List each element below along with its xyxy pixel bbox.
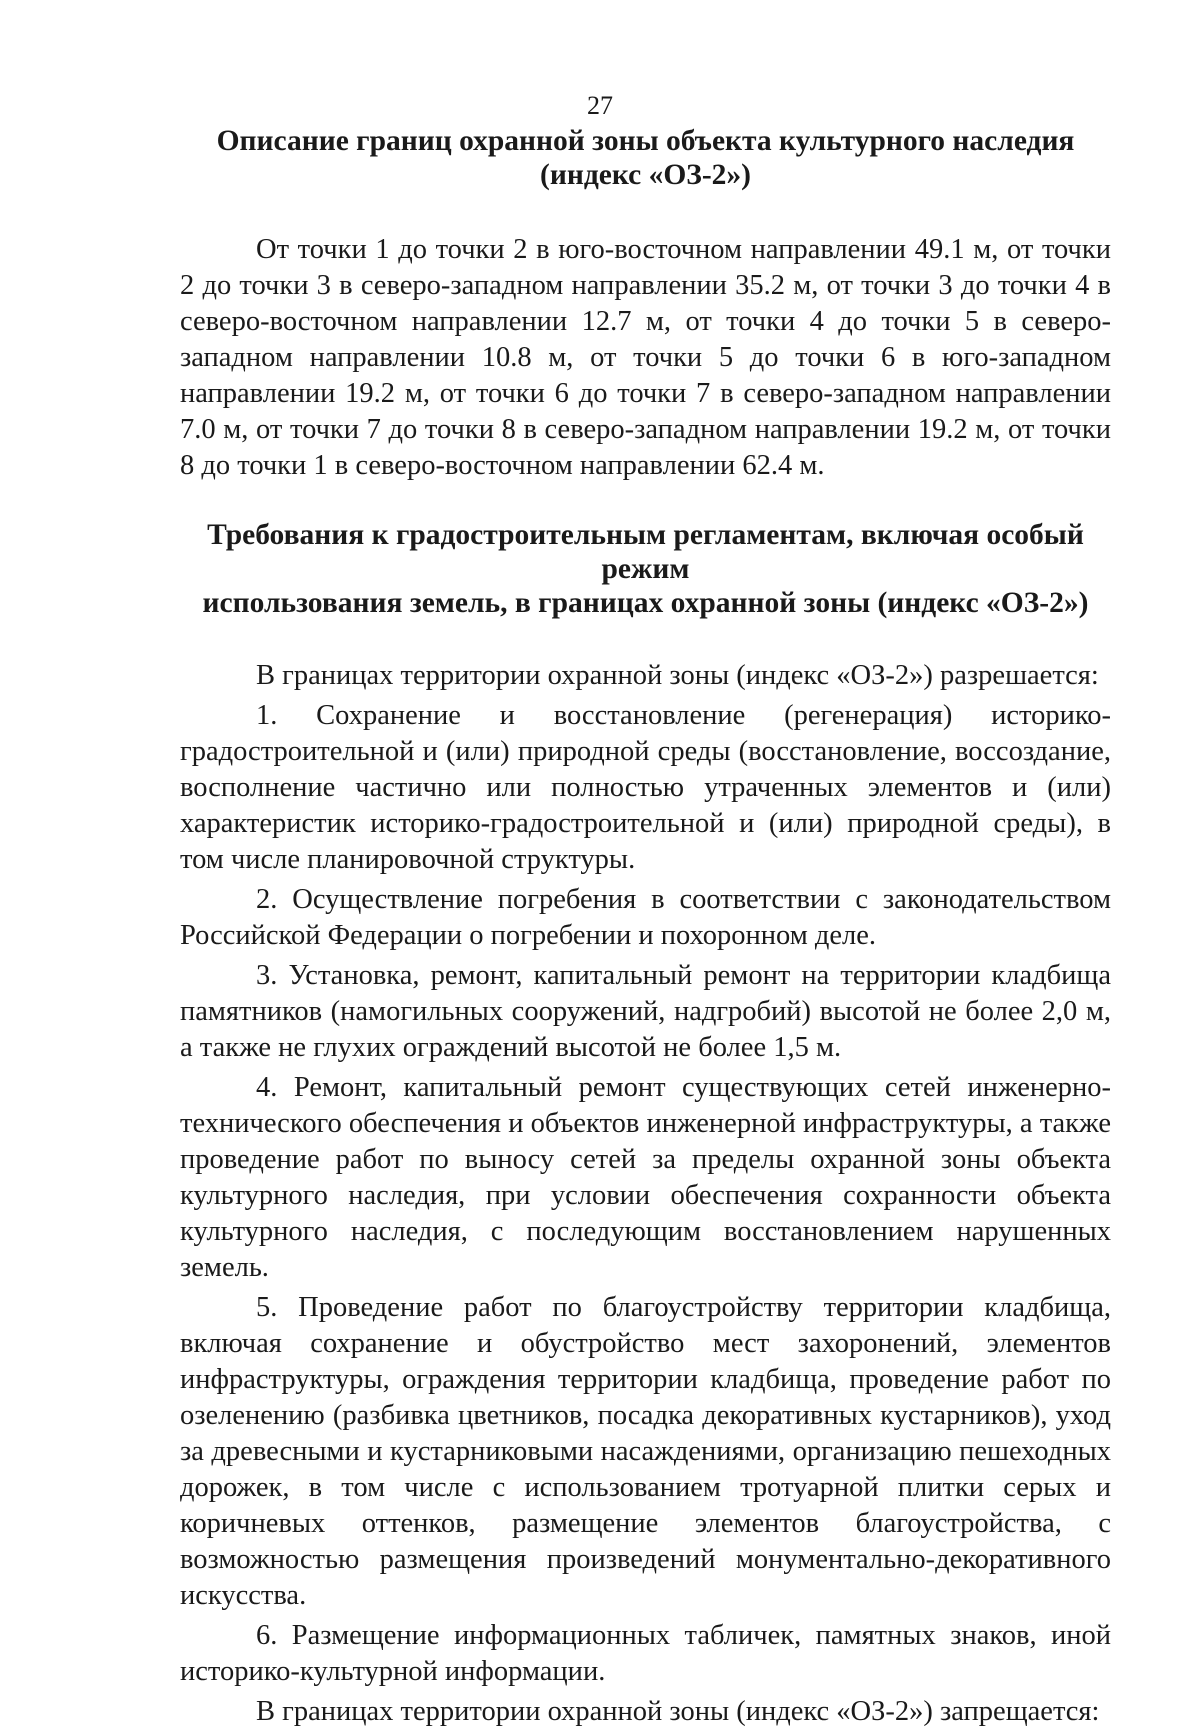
page-number: 27	[587, 91, 613, 120]
list-item: 3. Установка, ремонт, капитальный ремонт на территории кладбища памятников (намогильных сооружений, надгробий) высотой не более 2,0 м, а также не глухих ограждений высотой не более 1,5 м.	[180, 960, 1111, 1063]
document-body	[180, 124, 1111, 1734]
list-item: 6. Размещение информационных табличек, памятных знаков, иной историко-культурной информации.	[180, 1620, 1111, 1687]
list-item: 5. Проведение работ по благоустройству территории кладбища, включая сохранение и обустройство мест захоронений, элементов инфраструктуры, ограждения территории кладбища, проведение работ по озеленению (разбивка цветников, посадка декоративных кустарников), уход за древесными и кустарниковыми насаждениями, организацию пешеходных дорожек, в том числе с использованием тротуарной плитки серых и коричневых оттенков, размещение элементов благоустройства, с возможностью размещения произведений монументально-декоративного искусства.	[180, 1292, 1111, 1611]
section-title-line: Требования к градостроительным регламентам, включая особый режим	[207, 519, 1084, 585]
list-item: 4. Ремонт, капитальный ремонт существующих сетей инженерно-технического обеспечения и объектов инженерной инфраструктуры, а также проведение работ по выносу сетей за пределы охранной зоны объекта культурного наследия, при условии обеспечения сохранности объекта культурного наследия, с последующим восстановлением нарушенных земель.	[180, 1072, 1111, 1283]
list-item: 1. Сохранение и восстановление (регенерация) историко-градостроительной и (или) природной среды (восстановление, воссоздание, восполнение частично или полностью утраченных элементов и (или) характеристик историко-градостроительной и (или) природной среды), в том числе планировочной структуры.	[180, 700, 1111, 875]
section-title-requirements	[180, 518, 1111, 620]
section-title-line: (индекс «ОЗ-2»)	[540, 159, 751, 191]
allowed-intro-paragraph: В границах территории охранной зоны (индекс «ОЗ-2») разрешается:	[256, 660, 1099, 691]
list-item: 2. Осуществление погребения в соответствии с законодательством Российской Федерации о погребении и похоронном деле.	[180, 884, 1111, 951]
prohibited-intro-paragraph: В границах территории охранной зоны (индекс «ОЗ-2») запрещается:	[256, 1696, 1100, 1727]
section-title-line: использования земель, в границах охранной зоны (индекс «ОЗ-2»)	[202, 587, 1089, 619]
section-title-boundaries	[180, 124, 1111, 192]
section-title-line: Описание границ охранной зоны объекта культурного наследия	[216, 125, 1075, 157]
boundary-description-paragraph: От точки 1 до точки 2 в юго-восточном направлении 49.1 м, от точки 2 до точки 3 в северо-западном направлении 35.2 м, от точки 3 до точки 4 в северо-восточном направлении 12.7 м, от точки 4 до точки 5 в северо-западном направлении 10.8 м, от точки 5 до точки 6 в юго-западном направлении 19.2 м, от точки 6 до точки 7 в северо-западном направлении 7.0 м, от точки 7 до точки 8 в северо-западном направлении 19.2 м, от точки 8 до точки 1 в северо-восточном направлении 62.4 м.	[180, 234, 1111, 481]
